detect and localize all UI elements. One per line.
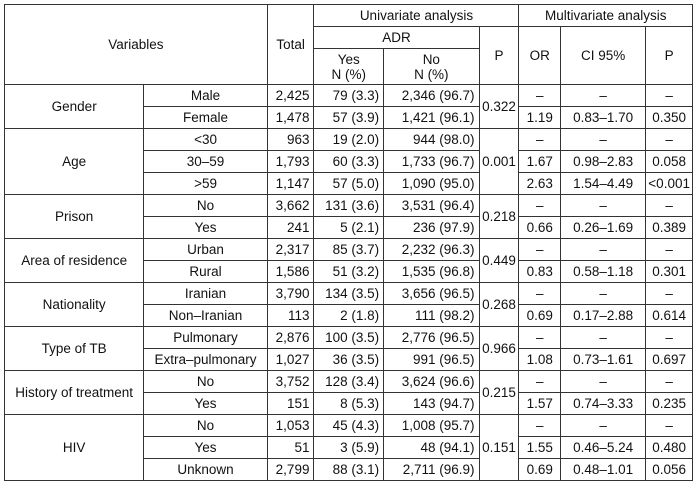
ci-cell: – [561,129,646,151]
no-header-line2: N (%) [414,66,449,82]
multivariate-header: Multivariate analysis [519,5,693,27]
variable-name: Gender [5,85,144,129]
adr-no-cell: 3,531 (96.4) [384,195,479,217]
level-label: No [144,195,267,217]
total-cell: 1,793 [267,151,314,173]
total-cell: 3,752 [267,371,314,393]
ci-cell: – [561,415,646,437]
no-header [384,49,479,85]
or-cell: – [519,371,561,393]
adr-yes-cell: 85 (3.7) [314,239,384,261]
or-cell: – [519,85,561,107]
univariate-p-cell: 0.215 [479,371,519,415]
ci-cell: – [561,195,646,217]
ci-cell: – [561,371,646,393]
univariate-p-cell: 0.322 [479,85,519,129]
adr-no-cell: 236 (97.9) [384,217,479,239]
level-label: 30–59 [144,151,267,173]
multivariate-p-cell: – [646,415,693,437]
total-cell: 241 [267,217,314,239]
table-row [5,371,693,393]
ci-cell: 0.74–3.33 [561,393,646,415]
total-cell: 1,478 [267,107,314,129]
ci-cell: – [561,239,646,261]
multivariate-p-cell: – [646,195,693,217]
variable-name: HIV [5,415,144,481]
or-cell: 1.67 [519,151,561,173]
total-cell: 2,425 [267,85,314,107]
table-row [5,327,693,349]
or-cell: 1.55 [519,437,561,459]
multivariate-p-cell: – [646,283,693,305]
total-cell: 3,662 [267,195,314,217]
level-label: Yes [144,393,267,415]
level-label: No [144,371,267,393]
total-cell: 2,799 [267,459,314,481]
or-cell: – [519,195,561,217]
or-cell: 1.57 [519,393,561,415]
or-cell: 2.63 [519,173,561,195]
or-cell: 1.08 [519,349,561,371]
adr-no-cell: 143 (94.7) [384,393,479,415]
multivariate-p-cell: – [646,85,693,107]
adr-no-cell: 111 (98.2) [384,305,479,327]
total-cell: 963 [267,129,314,151]
adr-yes-cell: 88 (3.1) [314,459,384,481]
adr-no-cell: 1,008 (95.7) [384,415,479,437]
or-cell: 0.83 [519,261,561,283]
adr-yes-cell: 3 (5.9) [314,437,384,459]
variable-name: Area of residence [5,239,144,283]
or-cell: – [519,327,561,349]
multivariate-p-cell: – [646,327,693,349]
multivariate-p-cell: 0.235 [646,393,693,415]
level-label: >59 [144,173,267,195]
multivariate-p-cell: 0.614 [646,305,693,327]
results-table [4,4,693,481]
level-label: Urban [144,239,267,261]
total-header: Total [267,5,314,85]
multivariate-p-cell: 0.056 [646,459,693,481]
multivariate-p-cell: 0.697 [646,349,693,371]
or-cell: – [519,239,561,261]
adr-yes-cell: 8 (5.3) [314,393,384,415]
table-row [5,415,693,437]
univariate-p-cell: 0.268 [479,283,519,327]
or-cell: 1.19 [519,107,561,129]
level-label: Yes [144,217,267,239]
level-label: Yes [144,437,267,459]
ci-cell: 0.17–2.88 [561,305,646,327]
level-label: Iranian [144,283,267,305]
adr-no-cell: 3,656 (96.5) [384,283,479,305]
table-body [5,85,693,481]
ci-cell: 0.58–1.18 [561,261,646,283]
multivariate-p-cell: – [646,129,693,151]
level-label: Rural [144,261,267,283]
total-cell: 2,317 [267,239,314,261]
multivariate-p-cell: 0.301 [646,261,693,283]
variable-name: History of treatment [5,371,144,415]
multivariate-p-cell: 0.350 [646,107,693,129]
level-label: Pulmonary [144,327,267,349]
ci-cell: 0.98–2.83 [561,151,646,173]
ci-cell: 0.48–1.01 [561,459,646,481]
adr-yes-cell: 57 (3.9) [314,107,384,129]
ci-cell: 0.83–1.70 [561,107,646,129]
total-cell: 1,147 [267,173,314,195]
adr-no-cell: 3,624 (96.6) [384,371,479,393]
adr-yes-cell: 131 (3.6) [314,195,384,217]
univariate-header: Univariate analysis [314,5,519,27]
adr-yes-cell: 79 (3.3) [314,85,384,107]
p2-header: P [646,27,693,85]
adr-no-cell: 1,733 (96.7) [384,151,479,173]
adr-yes-cell: 36 (3.5) [314,349,384,371]
adr-no-cell: 2,711 (96.9) [384,459,479,481]
ci-cell: 0.26–1.69 [561,217,646,239]
yes-header-line1: Yes [337,51,360,67]
adr-no-cell: 1,535 (96.8) [384,261,479,283]
table-row [5,85,693,107]
adr-no-cell: 991 (96.5) [384,349,479,371]
adr-no-cell: 1,090 (95.0) [384,173,479,195]
p-header: P [479,27,519,85]
level-label: Unknown [144,459,267,481]
or-header: OR [519,27,561,85]
variable-name: Age [5,129,144,195]
adr-no-cell: 2,346 (96.7) [384,85,479,107]
total-cell: 1,586 [267,261,314,283]
adr-yes-cell: 134 (3.5) [314,283,384,305]
level-label: Non–Iranian [144,305,267,327]
adr-no-cell: 1,421 (96.1) [384,107,479,129]
adr-yes-cell: 100 (3.5) [314,327,384,349]
table-container [4,4,693,481]
table-row [5,195,693,217]
level-label: Female [144,107,267,129]
or-cell: 0.69 [519,305,561,327]
univariate-p-cell: 0.001 [479,129,519,195]
adr-yes-cell: 60 (3.3) [314,151,384,173]
univariate-p-cell: 0.151 [479,415,519,481]
table-row [5,239,693,261]
multivariate-p-cell: – [646,239,693,261]
no-header-line1: No [422,51,440,67]
total-cell: 2,876 [267,327,314,349]
adr-no-cell: 2,776 (96.5) [384,327,479,349]
yes-header-line2: N (%) [331,66,367,82]
total-cell: 113 [267,305,314,327]
level-label: Extra–pulmonary [144,349,267,371]
table-row [5,129,693,151]
adr-no-cell: 944 (98.0) [384,129,479,151]
adr-yes-cell: 57 (5.0) [314,173,384,195]
univariate-p-cell: 0.966 [479,327,519,371]
variables-header: Variables [5,5,268,85]
total-cell: 1,027 [267,349,314,371]
multivariate-p-cell: – [646,371,693,393]
univariate-p-cell: 0.218 [479,195,519,239]
multivariate-p-cell: 0.480 [646,437,693,459]
ci-cell: – [561,327,646,349]
ci-cell: – [561,85,646,107]
header-row-1 [5,5,693,27]
or-cell: – [519,129,561,151]
or-cell: – [519,415,561,437]
adr-yes-cell: 128 (3.4) [314,371,384,393]
level-label: <30 [144,129,267,151]
or-cell: 0.69 [519,459,561,481]
adr-no-cell: 2,232 (96.3) [384,239,479,261]
adr-header: ADR [314,27,479,49]
multivariate-p-cell: 0.058 [646,151,693,173]
multivariate-p-cell: 0.389 [646,217,693,239]
adr-yes-cell: 2 (1.8) [314,305,384,327]
adr-yes-cell: 19 (2.0) [314,129,384,151]
ci-cell: 0.73–1.61 [561,349,646,371]
adr-yes-cell: 45 (4.3) [314,415,384,437]
univariate-p-cell: 0.449 [479,239,519,283]
adr-yes-cell: 5 (2.1) [314,217,384,239]
adr-yes-cell: 51 (3.2) [314,261,384,283]
ci-cell: 0.46–5.24 [561,437,646,459]
total-cell: 3,790 [267,283,314,305]
total-cell: 51 [267,437,314,459]
level-label: Male [144,85,267,107]
ci-header: CI 95% [561,27,646,85]
variable-name: Type of TB [5,327,144,371]
yes-header [314,49,384,85]
variable-name: Prison [5,195,144,239]
level-label: No [144,415,267,437]
ci-cell: 1.54–4.49 [561,173,646,195]
multivariate-p-cell: <0.001 [646,173,693,195]
or-cell: – [519,283,561,305]
variable-name: Nationality [5,283,144,327]
ci-cell: – [561,283,646,305]
or-cell: 0.66 [519,217,561,239]
adr-no-cell: 48 (94.1) [384,437,479,459]
table-row [5,283,693,305]
total-cell: 151 [267,393,314,415]
total-cell: 1,053 [267,415,314,437]
